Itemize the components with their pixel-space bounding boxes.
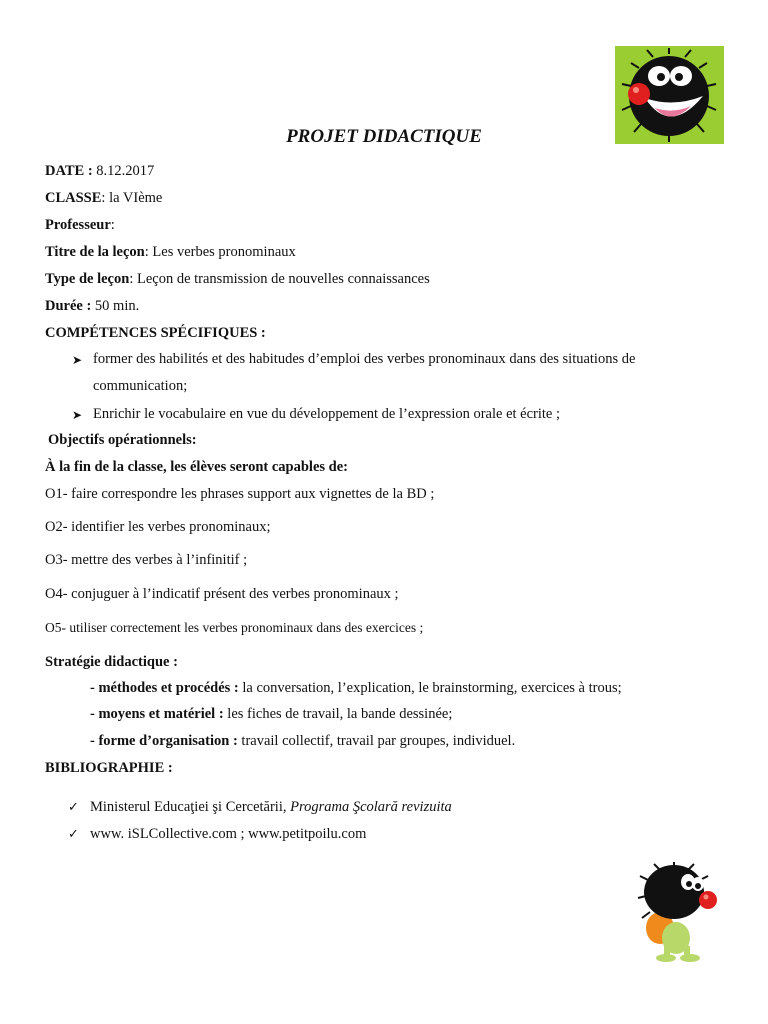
objectif-item: O3- mettre des verbes à l’infinitif ; xyxy=(45,552,248,568)
arrowhead-bullet-icon: ➤ xyxy=(72,353,83,367)
field-type xyxy=(45,271,430,288)
field-value: 8.12.2017 xyxy=(92,163,155,179)
field-value: 50 min. xyxy=(91,298,140,314)
check-mark-icon: ✓ xyxy=(68,799,79,814)
field-date xyxy=(45,163,154,180)
field-titre xyxy=(45,244,296,261)
field-value: : la VIème xyxy=(101,190,163,206)
strategie-label: - forme d’organisation : xyxy=(90,733,238,749)
field-duree xyxy=(45,298,139,315)
field-label: Titre de la leçon xyxy=(45,244,145,260)
bibliographie-heading: BIBLIOGRAPHIE : xyxy=(45,760,173,776)
objectif-item: O4- conjuguer à l’indicatif présent des verbes pronominaux ; xyxy=(45,586,399,602)
arrowhead-bullet-icon: ➤ xyxy=(72,408,83,422)
bibliographie-item-2: www. iSLCollective.com ; www.petitpoilu.com xyxy=(90,826,367,842)
bibliographie-italic: Programa Şcolară revizuita xyxy=(290,799,452,815)
field-value: : Leçon de transmission de nouvelles connaissances xyxy=(129,271,430,287)
bibliographie-item-1 xyxy=(90,799,452,816)
field-label: Type de leçon xyxy=(45,271,130,287)
field-label: CLASSE xyxy=(45,190,102,206)
field-label: Professeur xyxy=(45,217,111,233)
strategie-label: - moyens et matériel : xyxy=(90,706,224,722)
strategie-item xyxy=(90,680,622,697)
check-mark-icon: ✓ xyxy=(68,826,79,841)
competence-item-2: Enrichir le vocabulaire en vue du développement de l’expression orale et écrite ; xyxy=(93,406,561,422)
field-label: Durée : xyxy=(45,298,92,314)
document-title: PROJET DIDACTIQUE xyxy=(286,126,482,147)
field-classe xyxy=(45,190,162,207)
competence-item-1-continued: communication; xyxy=(93,378,188,394)
strategie-item xyxy=(90,733,515,750)
strategie-item xyxy=(90,706,452,723)
field-professeur xyxy=(45,217,115,234)
field-value: : xyxy=(110,217,115,233)
petit-poilu-character-illustration xyxy=(636,862,722,964)
objectifs-heading: Objectifs opérationnels: xyxy=(48,432,197,448)
objectif-item: O5- utiliser correctement les verbes pronominaux dans des exercices ; xyxy=(45,620,424,635)
strategie-value: les fiches de travail, la bande dessinée; xyxy=(223,706,453,722)
field-label: DATE : xyxy=(45,163,93,179)
objectifs-intro: À la fin de la classe, les élèves seront capables de: xyxy=(45,459,348,475)
field-value: : Les verbes pronominaux xyxy=(144,244,296,260)
objectif-item: O1- faire correspondre les phrases support aux vignettes de la BD ; xyxy=(45,486,435,502)
objectif-item: O2- identifier les verbes pronominaux; xyxy=(45,519,271,535)
competences-heading: COMPÉTENCES SPÉCIFIQUES : xyxy=(45,325,266,341)
strategie-heading: Stratégie didactique : xyxy=(45,654,178,670)
competence-item-1: former des habilités et des habitudes d’emploi des verbes pronominaux dans des situations de xyxy=(93,351,636,367)
strategie-label: - méthodes et procédés : xyxy=(90,680,239,696)
strategie-value: travail collectif, travail par groupes, individuel. xyxy=(237,733,516,749)
strategie-value: la conversation, l’explication, le brainstorming, exercices à trous; xyxy=(238,680,622,696)
bibliographie-text: Ministerul Educaţiei şi Cercetării, xyxy=(90,799,291,815)
